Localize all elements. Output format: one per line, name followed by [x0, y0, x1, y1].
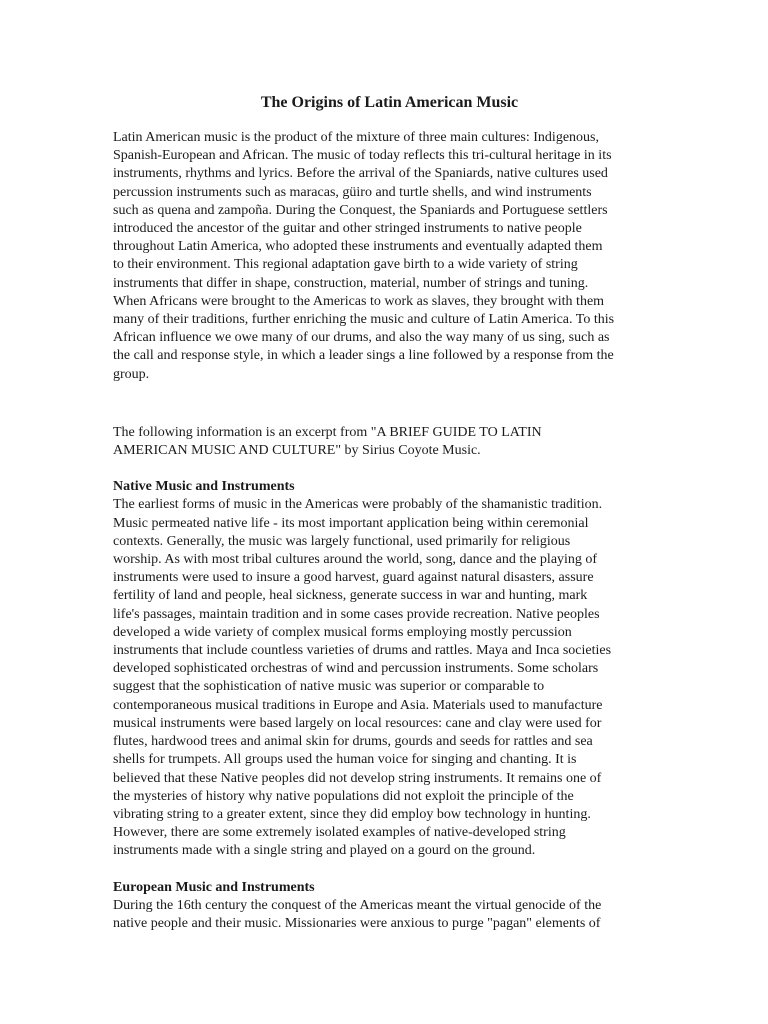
- text-line: flutes, hardwood trees and animal skin for drums, gourds and seeds for rattles and sea: [113, 734, 593, 750]
- text-line: When Africans were brought to the Americas to work as slaves, they brought with them: [113, 293, 605, 309]
- text-line: such as quena and zampoña. During the Conquest, the Spaniards and Portuguese settlers: [113, 202, 608, 218]
- text-line: believed that these Native peoples did not develop string instruments. It remains one of: [113, 770, 602, 786]
- text-line: native people and their music. Missionaries were anxious to purge "pagan" elements of: [113, 915, 601, 931]
- text-line: throughout Latin America, who adopted these instruments and eventually adapted them: [113, 239, 603, 255]
- paragraph-spacer: [113, 460, 658, 478]
- text-line: Music permeated native life - its most important application being within ceremonial: [113, 515, 589, 531]
- document-page: [113, 92, 658, 933]
- text-line: contemporaneous musical traditions in Europe and Asia. Materials used to manufacture: [113, 697, 603, 713]
- text-line: instruments, rhythms and lyrics. Before the arrival of the Spaniards, native cultures used: [113, 166, 608, 182]
- excerpt-note: [113, 424, 658, 460]
- text-line: instruments made with a single string and played on a gourd on the ground.: [113, 843, 536, 859]
- native-paragraph: [113, 496, 658, 860]
- text-line: vibrating string to a greater extent, since they did employ bow technology in hunting.: [113, 806, 591, 822]
- text-line: contexts. Generally, the music was largely functional, used primarily for religious: [113, 533, 571, 549]
- text-line: developed a wide variety of complex musical forms employing mostly percussion: [113, 624, 572, 640]
- intro-paragraph: [113, 129, 658, 384]
- section-heading-european: European Music and Instruments: [113, 879, 315, 895]
- text-line: percussion instruments such as maracas, güiro and turtle shells, and wind instruments: [113, 184, 592, 200]
- text-line: life's passages, maintain tradition and in some cases provide recreation. Native peoples: [113, 606, 600, 622]
- text-line: instruments were used to insure a good harvest, guard against natural disasters, assure: [113, 570, 594, 586]
- paragraph-spacer: [113, 384, 658, 424]
- text-line: During the 16th century the conquest of the Americas meant the virtual genocide of the: [113, 897, 602, 913]
- text-line: Spanish-European and African. The music of today reflects this tri-cultural heritage in its: [113, 148, 612, 164]
- text-line: developed sophisticated orchestras of wind and percussion instruments. Some scholars: [113, 661, 599, 677]
- text-line: many of their traditions, further enriching the music and culture of Latin America. To this: [113, 312, 615, 328]
- text-line: fertility of land and people, heal sickness, generate success in war and hunting, mark: [113, 588, 588, 604]
- text-line: Latin American music is the product of the mixture of three main cultures: Indigenous,: [113, 130, 599, 145]
- text-line: introduced the ancestor of the guitar and other stringed instruments to native people: [113, 221, 582, 237]
- text-line: to their environment. This regional adaptation gave birth to a wide variety of string: [113, 257, 578, 273]
- text-line: the call and response style, in which a leader sings a line followed by a response from the: [113, 348, 614, 364]
- text-line: suggest that the sophistication of native music was superior or comparable to: [113, 679, 545, 695]
- text-line: instruments that differ in shape, construction, material, number of strings and tuning.: [113, 275, 589, 291]
- european-paragraph: [113, 897, 658, 933]
- text-line: instruments that include countless varieties of drums and rattles. Maya and Inca societies: [113, 643, 612, 659]
- text-line: The following information is an excerpt from "A BRIEF GUIDE TO LATIN: [113, 424, 542, 440]
- section-heading-native: Native Music and Instruments: [113, 479, 295, 495]
- text-line: African influence we owe many of our drums, and also the way many of us sing, such as: [113, 330, 610, 346]
- text-line: group.: [113, 366, 150, 382]
- paragraph-spacer: [113, 861, 658, 879]
- text-line: The earliest forms of music in the Americas were probably of the shamanistic tradition.: [113, 497, 603, 513]
- page-title: The Origins of Latin American Music: [260, 94, 519, 111]
- text-line: However, there are some extremely isolated examples of native-developed string: [113, 825, 566, 841]
- text-line: musical instruments were based largely on local resources: cane and clay were used for: [113, 715, 602, 731]
- text-line: AMERICAN MUSIC AND CULTURE" by Sirius Coyote Music.: [113, 443, 481, 459]
- text-line: worship. As with most tribal cultures around the world, song, dance and the playing of: [113, 552, 598, 568]
- text-line: the mysteries of history why native populations did not exploit the principle of the: [113, 788, 574, 804]
- text-line: shells for trumpets. All groups used the human voice for singing and chanting. It is: [113, 752, 577, 768]
